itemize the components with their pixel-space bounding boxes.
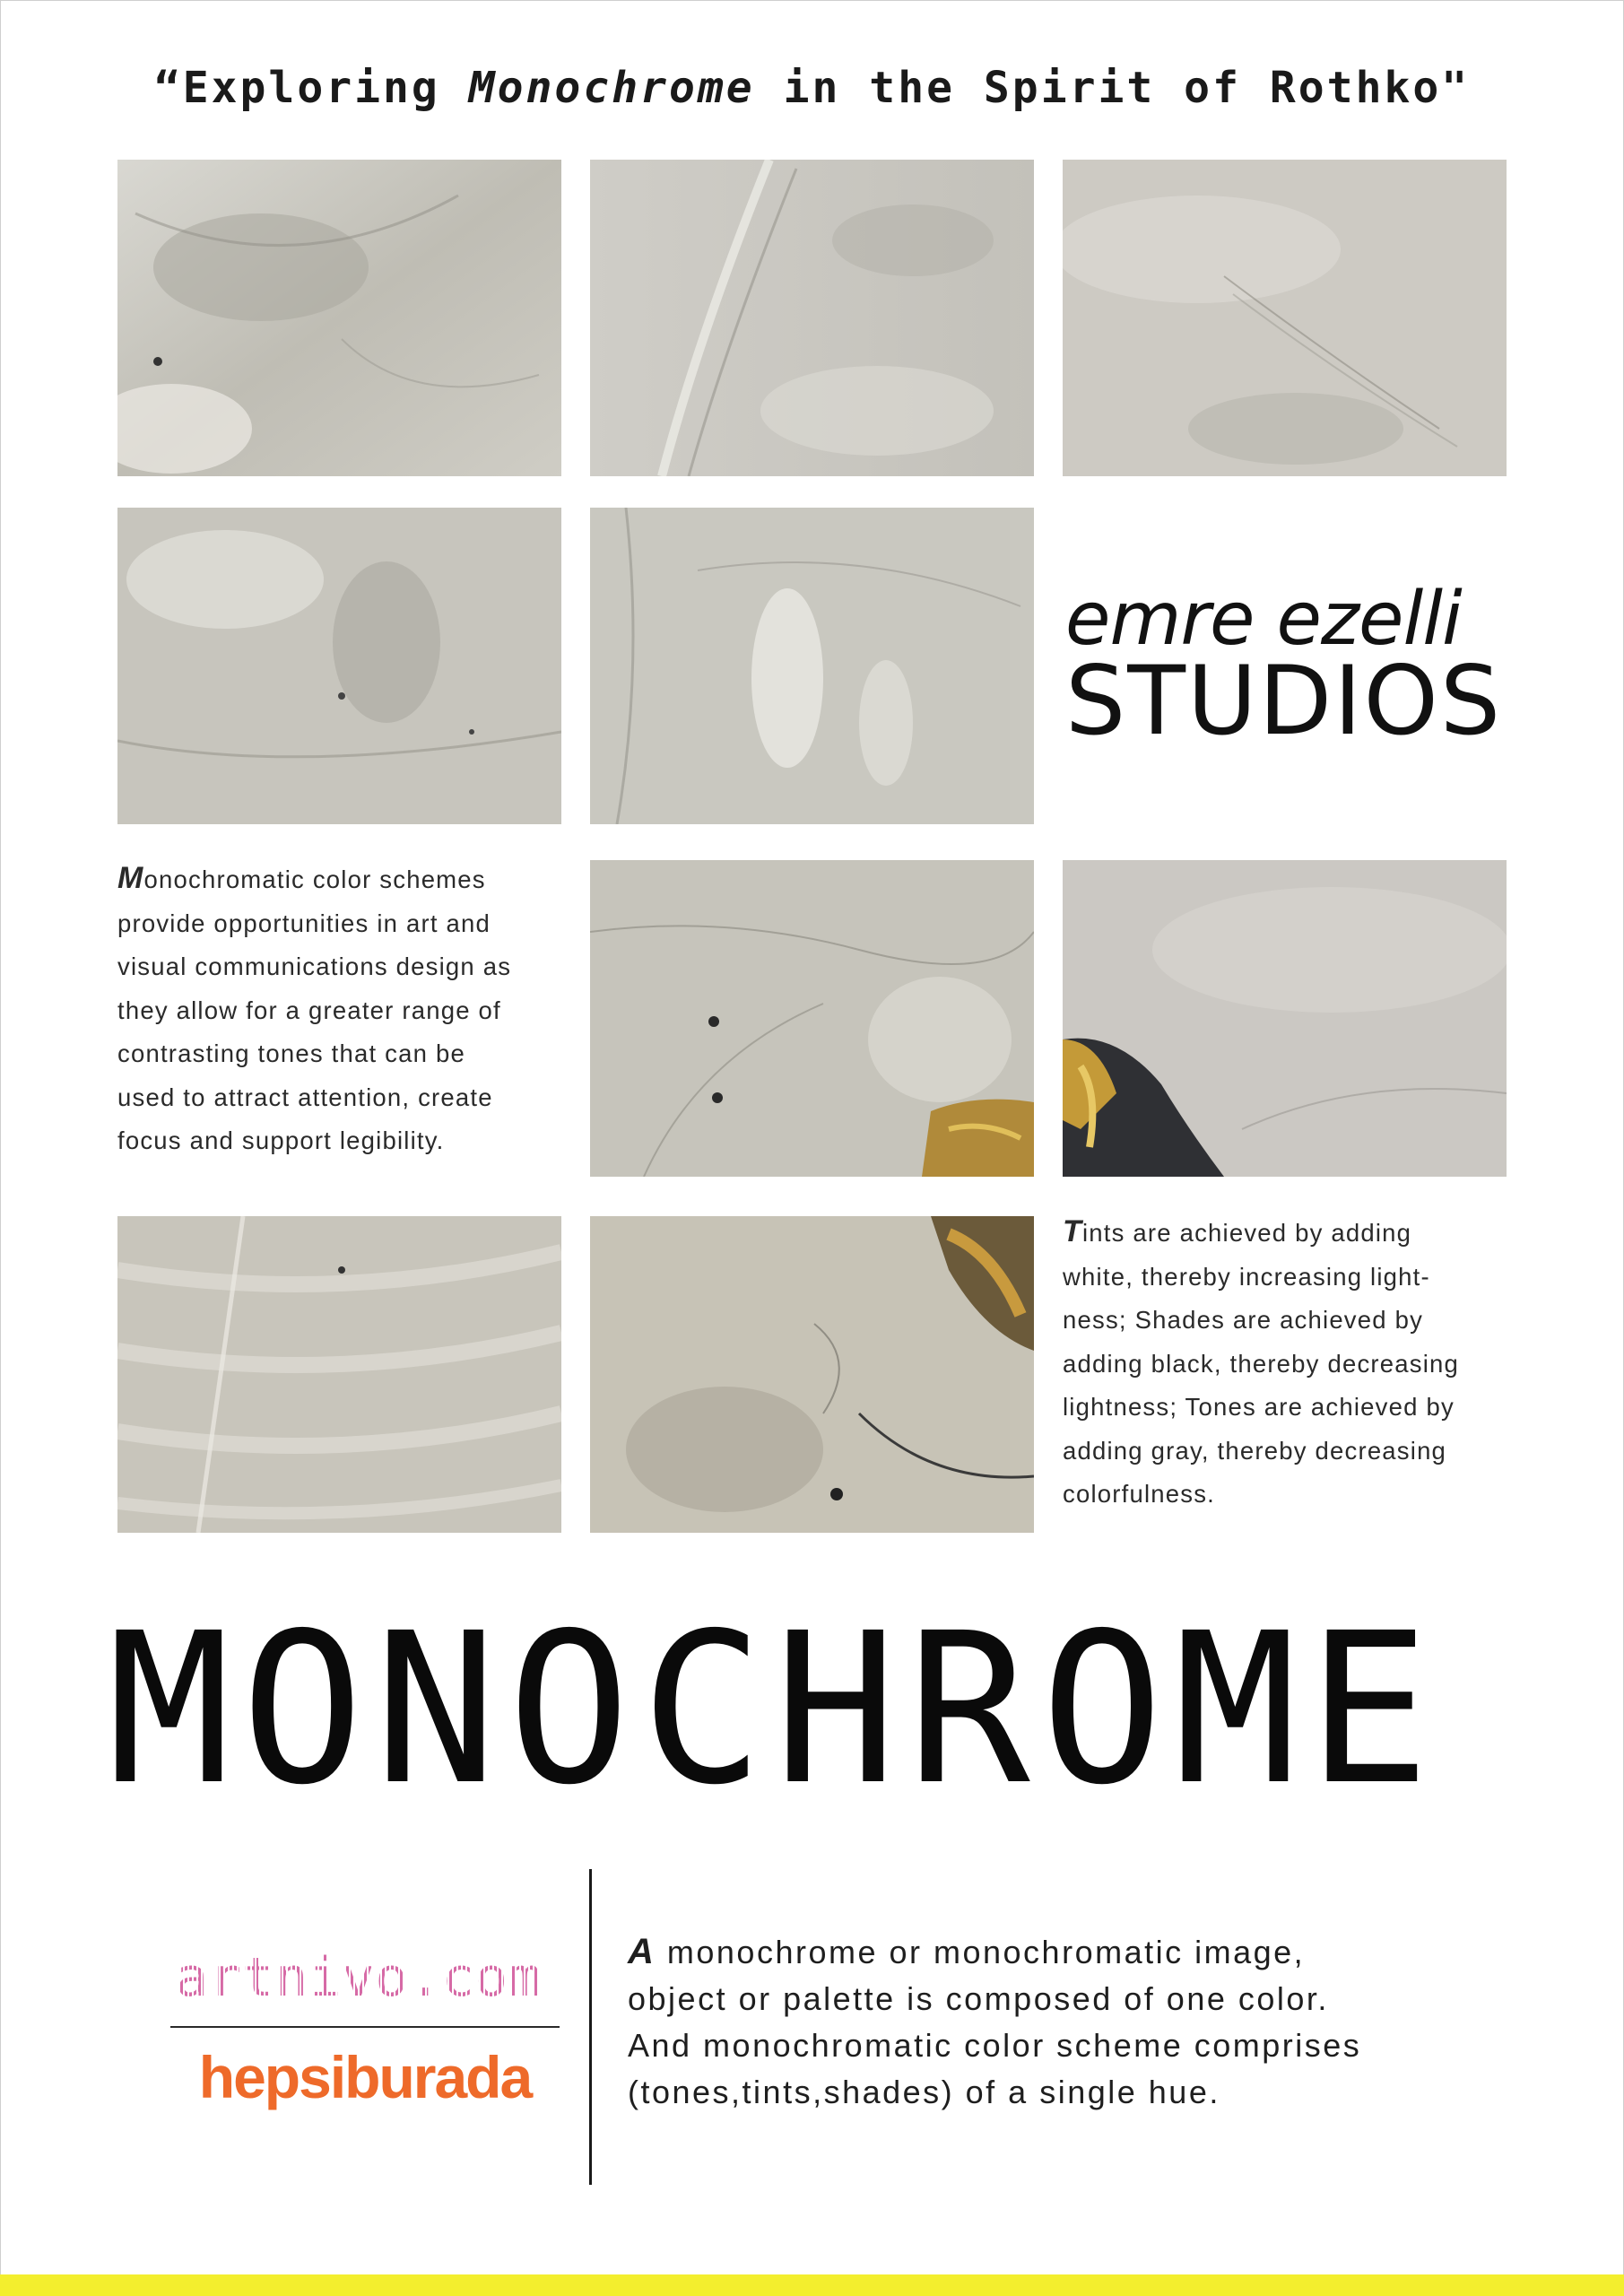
monochromatic-schemes-paragraph: Monochromatic color schemes provide opportunities in art and visual communications design as they allow for a greater range of contrasting tones that can be used to attract attention, create focus and support legibility. (117, 861, 512, 1154)
hepsiburada-logo[interactable]: hepsiburada (198, 2044, 532, 2110)
monochrome-headline: MONOCHROME (108, 1588, 1441, 1831)
texture-tile-1 (117, 160, 561, 476)
tints-shades-tones-paragraph: Tints are achieved by adding white, thereby increasing light- ness; Shades are achieved by adding black, thereby decreasing lightness; Tones are achieved by adding gray, thereby decreasing colorfulness. (1063, 1214, 1459, 1508)
texture-tile-2 (590, 160, 1034, 476)
texture-tile-6 (590, 860, 1034, 1177)
texture-tile-9 (590, 1216, 1034, 1533)
texture-tile-4 (117, 508, 561, 824)
bottom-accent-bar (0, 2274, 1624, 2296)
texture-tile-5 (590, 508, 1034, 824)
emre-ezelli-studios-logo: emre ezelli STUDIOS (1065, 577, 1503, 756)
artnivo-logo[interactable]: artnivo.com (175, 1946, 543, 2009)
poster-title-emphasis: Monochrome (468, 63, 755, 113)
texture-tile-7 (1063, 860, 1507, 1177)
texture-tile-8 (117, 1216, 561, 1533)
partner-logo-divider (170, 2026, 560, 2028)
poster-title: “Exploring Monochrome in the Spirit of Rothko" (153, 63, 1471, 113)
monochrome-definition: A monochrome or monochromatic image, object or palette is composed of one color. And monochromatic color scheme comprises (tones,tints,shades) of a single hue. (628, 1932, 1362, 2110)
vertical-divider (589, 1869, 592, 2185)
texture-tile-3 (1063, 160, 1507, 476)
